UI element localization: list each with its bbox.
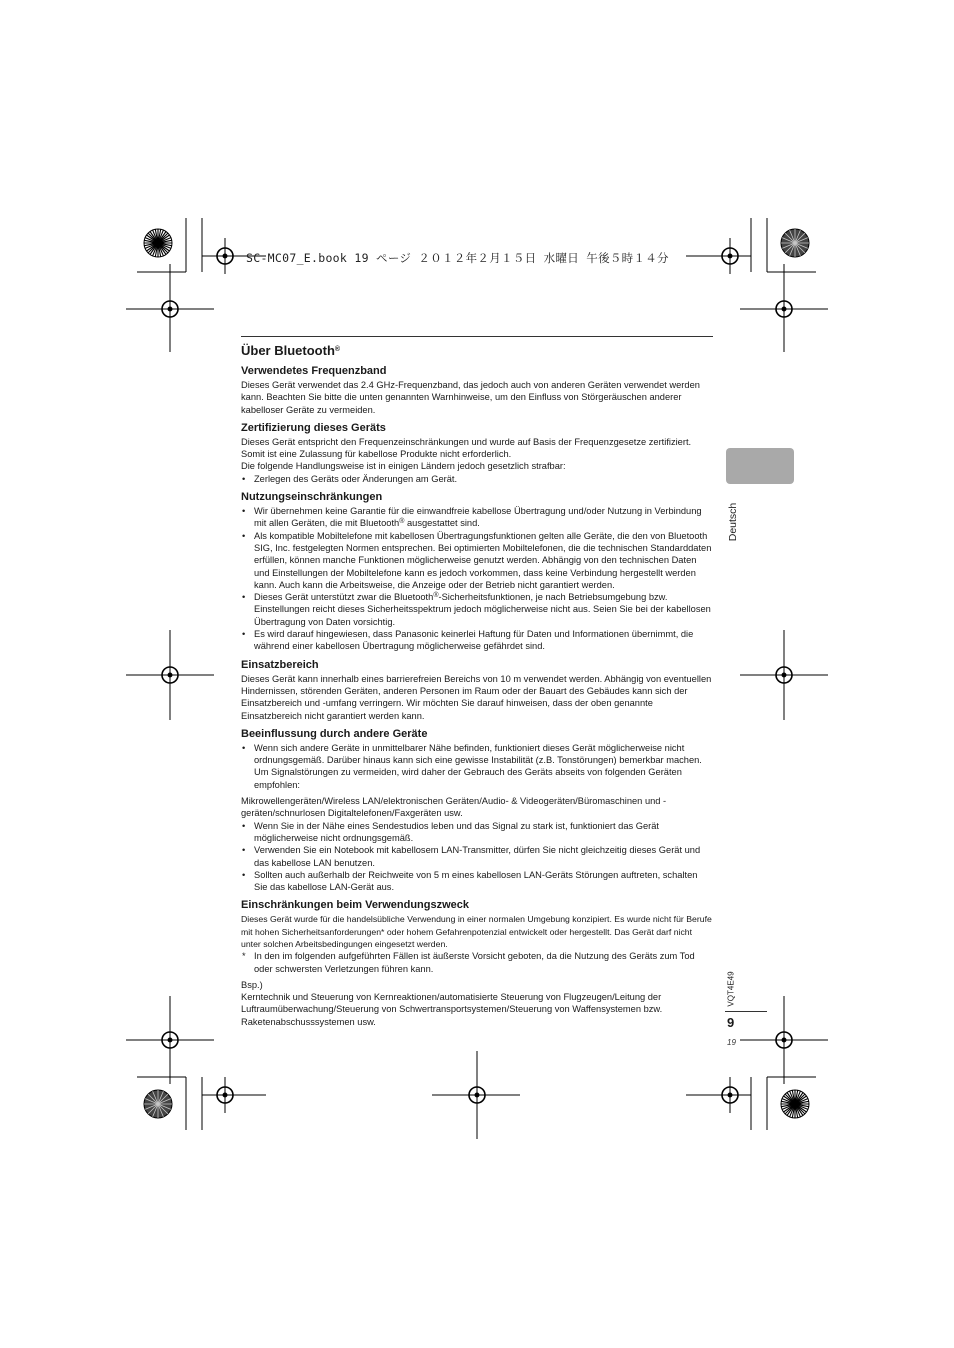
list-item: • Als kompatible Mobiltelefone mit kabellosen Übertragungsfunktionen gelten alle Geräte, die den von Bluetooth SIG, Inc. festgelegten Normen entsprechen. Bei optimierten Mobiltelefonen, die die technischen Standarddaten erfüllen, können manche Funktionen möglicherweise genutzt werden. Abhängig von den technischen Daten und Einstellungen der Mobiltelefone kann es jedoch vorkommen, dass keine Verbindung hergestellt werden kann. Auch kann die Arbeitsweise, die Anzeige oder der Betrieb nicht garantiert werden. bbox=[241, 530, 713, 591]
section-range bbox=[241, 659, 713, 722]
section-heading: Verwendetes Frequenzband bbox=[241, 365, 387, 377]
language-label: Deutsch bbox=[727, 502, 739, 542]
title-rule bbox=[241, 336, 713, 337]
main-content bbox=[241, 336, 713, 1028]
bullet-list bbox=[241, 820, 713, 894]
paragraph: Dieses Gerät entspricht den Frequenzeinschränkungen und wurde auf Basis der Frequenzgesetze zertifiziert. Somit ist eine Zulassung für kabellose Produkte nicht erforderlich. bbox=[241, 436, 692, 460]
footnote: * In den im folgenden aufgeführten Fällen ist äußerste Vorsicht geboten, da die Nutzung des Geräts zum Tod oder schwersten Verletzungen führen kann. bbox=[241, 950, 713, 975]
section-certification bbox=[241, 422, 713, 485]
footnote-list bbox=[241, 950, 713, 975]
list-item: • Wenn Sie in der Nähe eines Sendestudios leben und das Signal zu stark ist, funktioniert das Gerät möglicherweise nicht ordnungsgemäß. bbox=[241, 820, 713, 845]
list-item: • Verwenden Sie ein Notebook mit kabellosem LAN-Transmitter, dürfen Sie nicht gleichzeitig dieses Gerät und das kabellose LAN benutzen. bbox=[241, 844, 713, 869]
paragraph: Dieses Gerät kann innerhalb eines barrierefreien Bereichs von 10 m verwendet werden. Abhängig von eventuellen Hindernissen, störenden Geräten, anderen Personen im Raum oder der Bauart des Gebäudes kann sich der Einsatzbereich und -umfang verringern. Wir möchten Sie darauf hinweisen, dass der oben genannte Einsatzbereich nicht garantiert werden kann. bbox=[241, 673, 712, 721]
section-interference bbox=[241, 728, 713, 894]
section-heading: Einsatzbereich bbox=[241, 658, 319, 671]
paragraph: Dieses Gerät wurde für die handelsübliche Verwendung in einer normalen Umgebung konzipiert. Es wurde nicht für Berufe mit hohen Sicherheitsanforderungen* oder hohem Gefahrenpotenzial entwickelt oder hergestellt. Das Gerät darf nicht unter solchen Arbeitsbedingungen eingesetzt werden. bbox=[241, 914, 712, 949]
language-tab bbox=[726, 448, 794, 484]
paragraph: Kerntechnik und Steuerung von Kernreaktionen/automatisierte Steuerung von Flugzeugen/Leitung der Luftraumüberwachung/Steuerung von Schwertransportsystemen/Steuerung von Waffensystemen bzw. Raketenabschusssystemen usw. bbox=[241, 992, 663, 1027]
list-item: • Wenn sich andere Geräte in unmittelbarer Nähe befinden, funktioniert dieses Gerät möglicherweise nicht ordnungsgemäß. Darüber hinaus kann sich eine gewisse Instabilität (z.B. Tonstörungen) bemerkbar machen. Um Signalstörungen zu vermeiden, wird daher der Gebrauch des Geräts abseits von folgenden Geräten empfohlen: bbox=[241, 742, 713, 791]
page-rule bbox=[725, 1011, 767, 1012]
list-item: • Sollten auch außerhalb der Reichweite von 5 m eines kabellosen LAN-Geräts Störungen auftreten, schalten Sie das kabellose LAN-Gerät aus. bbox=[241, 869, 713, 894]
print-header: SC-MC07_E.book 19 ページ ２０１２年２月１５日 水曜日 午後５時１４分 bbox=[246, 251, 669, 265]
section-heading: Beeinflussung durch andere Geräte bbox=[241, 727, 428, 740]
section-heading: Nutzungseinschränkungen bbox=[241, 491, 383, 504]
list-item: • Dieses Gerät unterstützt zwar die Bluetooth®-Sicherheitsfunktionen, je nach Betriebsumgebung bzw. Einstellungen reicht dieses Sicherheitsspektrum jedoch möglicherweise nicht aus. Seien Sie bei der kabellosen Übertragung von Daten vorsichtig. bbox=[241, 591, 713, 628]
page-title: Über Bluetooth® bbox=[241, 343, 341, 358]
list-item: • Wir übernehmen keine Garantie für die einwandfreie kabellose Übertragung und/oder Nutzung in Verbindung mit allen Geräten, die mit Bluetooth® ausgestattet sind. bbox=[241, 505, 713, 530]
paragraph: Dieses Gerät verwendet das 2.4 GHz-Frequenzband, das jedoch auch von anderen Geräten verwendet werden kann. Beachten Sie bitte die unten genannten Warnhinweise, um den Einfluss von Störgeräuschen anderer kabelloser Geräte zu vermeiden. bbox=[241, 380, 700, 415]
section-heading: Zertifizierung dieses Geräts bbox=[241, 421, 386, 434]
section-heading: Einschränkungen beim Verwendungszweck bbox=[241, 899, 470, 912]
bullet-list bbox=[241, 473, 713, 485]
section-purpose bbox=[241, 899, 713, 1028]
list-item: • Es wird darauf hingewiesen, dass Panasonic keinerlei Haftung für Daten und Informationen übernimmt, die während einer kabellosen Übertragung möglicherweise gefährdet sind. bbox=[241, 628, 713, 653]
paragraph: Mikrowellengeräten/Wireless LAN/elektronischen Geräten/Audio- & Videogeräten/Büromaschinen und -geräten/schnurlosen Digitaltelefonen/Faxgeräten usw. bbox=[241, 796, 667, 819]
example-label: Bsp.) bbox=[241, 979, 263, 990]
section-frequency bbox=[241, 365, 713, 416]
bullet-list bbox=[241, 505, 713, 653]
paragraph: Die folgende Handlungsweise ist in einigen Ländern jedoch gesetzlich strafbar: bbox=[241, 461, 566, 472]
bullet-list bbox=[241, 742, 713, 791]
list-item: • Zerlegen des Geräts oder Änderungen am Gerät. bbox=[241, 473, 713, 485]
section-usage bbox=[241, 491, 713, 653]
page-sub-number: 19 bbox=[727, 1038, 736, 1047]
document-code: VQT4E49 bbox=[726, 971, 736, 1007]
page-number: 9 bbox=[727, 1015, 735, 1030]
